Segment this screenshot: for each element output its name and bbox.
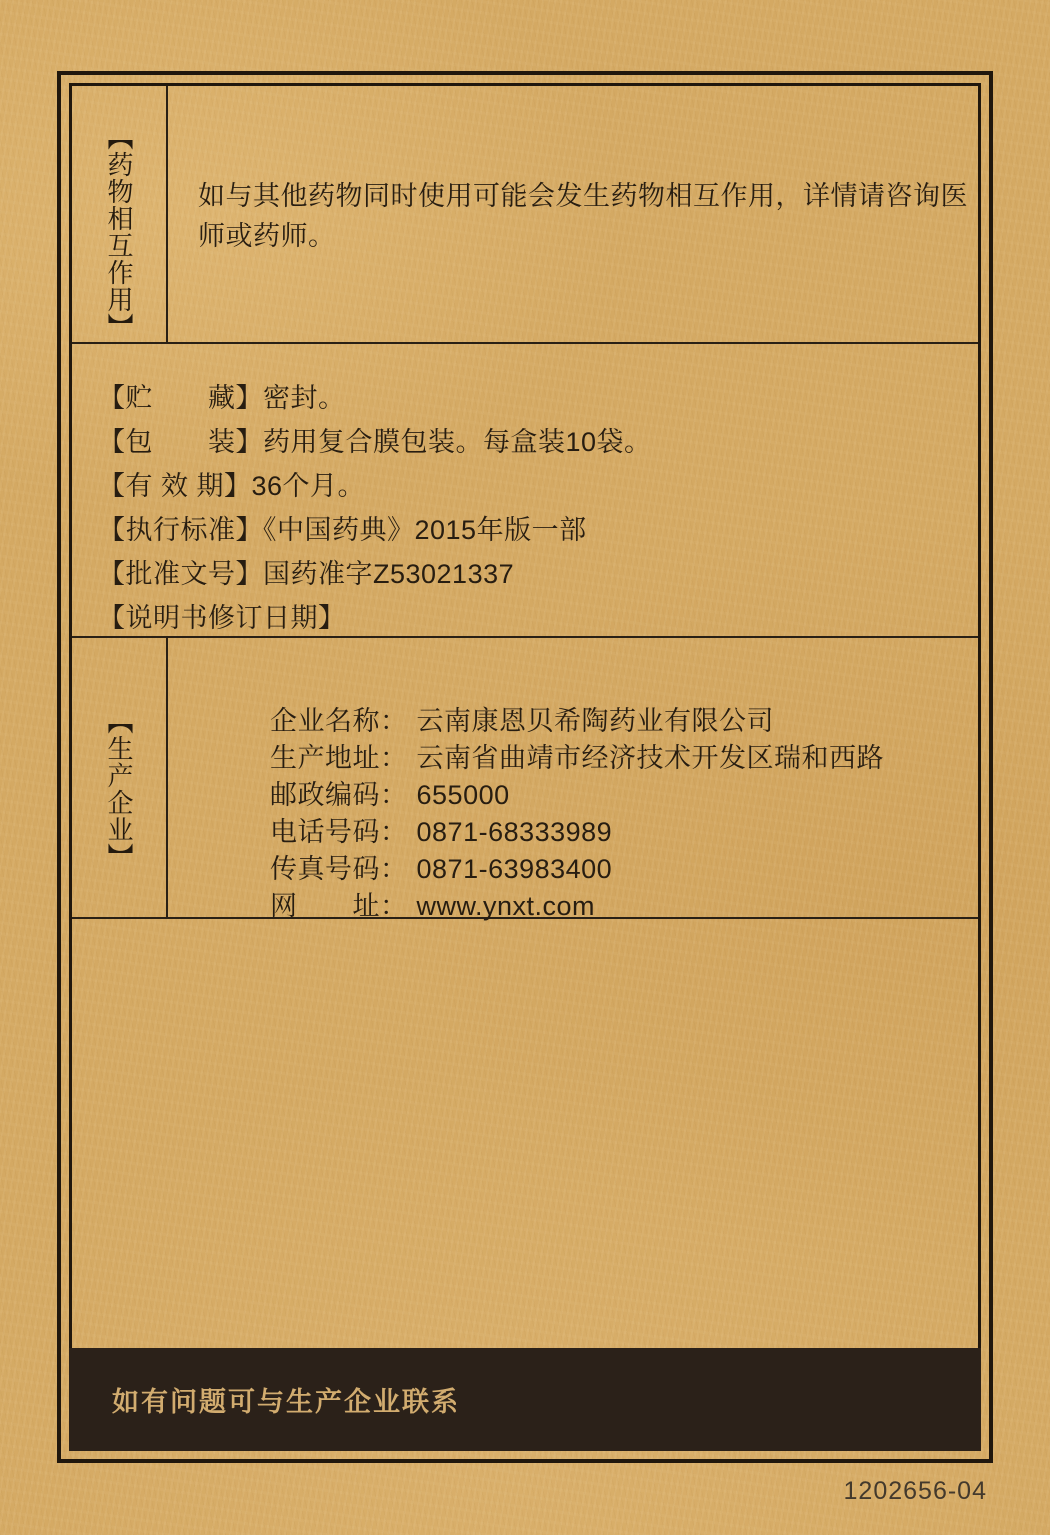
section-storage-info xyxy=(72,344,978,638)
packaging-line: 【包 装】药用复合膜包装。每盒装10袋。 xyxy=(98,427,652,457)
validity-line: 【有 效 期】36个月。 xyxy=(98,471,366,501)
company-name-row xyxy=(190,666,970,736)
footer-contact-bar xyxy=(72,1351,978,1448)
drug-interactions-text: 如与其他药物同时使用可能会发生药物相互作用，详情请咨询医师或药师。 xyxy=(198,181,968,251)
outer-frame xyxy=(57,71,993,1463)
row-value: 云南省曲靖市经济技术开发区瑞和西路 xyxy=(416,743,885,773)
standard-line: 【执行标准】《中国药典》2015年版一部 xyxy=(98,515,587,545)
section-blank xyxy=(72,919,978,1351)
row-label: 企业名称： xyxy=(270,706,408,736)
storage-line: 【贮 藏】密封。 xyxy=(98,383,346,413)
footer-contact-note: 如有问题可与生产企业联系 xyxy=(112,1387,460,1417)
drug-interactions-vertical-label: 【药物相互作用】 xyxy=(104,124,135,340)
manufacturer-rows xyxy=(168,638,978,921)
row-label: 传真号码： xyxy=(270,854,408,884)
row-value: 0871-63983400 xyxy=(416,854,613,884)
print-code: 1202656-04 xyxy=(843,1477,987,1505)
row-label: 邮政编码： xyxy=(270,780,408,810)
manufacturer-vertical-label: 【生产企业】 xyxy=(104,708,135,870)
row-label: 网 址： xyxy=(270,891,408,921)
inner-frame xyxy=(69,83,981,1451)
approval-number-line: 【批准文号】国药准字Z53021337 xyxy=(98,559,515,589)
row-value: www.ynxt.com xyxy=(416,891,596,921)
section-drug-interactions xyxy=(72,86,978,344)
row-value: 0871-68333989 xyxy=(416,817,613,847)
row-label: 生产地址： xyxy=(270,743,408,773)
manufacturer-label-column xyxy=(72,638,168,917)
row-label: 电话号码： xyxy=(270,817,408,847)
row-value: 云南康恩贝希陶药业有限公司 xyxy=(416,706,775,736)
row-value: 655000 xyxy=(416,780,510,810)
revision-date-line: 【说明书修订日期】 xyxy=(98,603,346,633)
drug-interactions-label-column xyxy=(72,86,168,342)
section-manufacturer xyxy=(72,638,978,919)
